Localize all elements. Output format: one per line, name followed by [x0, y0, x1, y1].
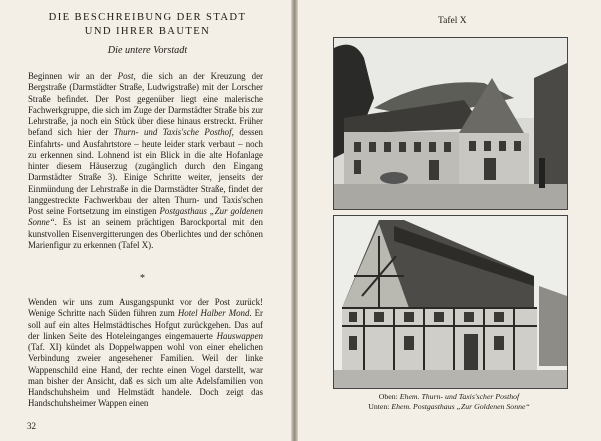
- book-gutter: [291, 0, 298, 441]
- caption-bottom: [318, 402, 580, 412]
- text-run: , die sich an der Kreuzung der Bergstraße (Darmstädter Straße, Ludwigstraße) mit der Lorscher Straße befindet. Der Post gegenüber liegt eine malerische Fachwerkgruppe, die sich im Zuge der Darmstädter Straße bis zur Lehrstraße, ja noch ein Stück über diese hinaus erstreckt. Früher befand sich hier der: [28, 71, 263, 138]
- body-paragraph-2: [28, 297, 263, 410]
- text-run: Beginnen wir an der: [28, 71, 118, 81]
- chapter-heading-line-1: DIE BESCHREIBUNG DER STADT: [48, 12, 247, 23]
- chapter-heading-line-2: UND IHRER BAUTEN: [84, 26, 211, 37]
- caption-bottom-label: Unten:: [368, 402, 390, 411]
- body-paragraph-1: [28, 71, 263, 251]
- caption-top: [318, 392, 580, 402]
- caption-top-text: Ehem. Thurn- und Taxis'scher Posthof: [399, 392, 520, 401]
- photo-goldene-sonne: [333, 215, 568, 389]
- photo-posthof-image: [334, 38, 567, 209]
- caption-top-label: Oben:: [378, 392, 398, 401]
- plate-label: Tafel X: [438, 16, 467, 26]
- caption-bottom-text: Ehem. Postgasthaus „Zur Goldenen Sonne“: [391, 402, 530, 411]
- emphasized-term: Hauswappen: [216, 330, 263, 341]
- photo-goldene-sonne-image: [334, 216, 567, 388]
- emphasized-term: Thurn- und Taxis'sche Posthof: [113, 127, 232, 138]
- emphasized-term: Hotel Halber Mond: [177, 308, 250, 319]
- left-page: [0, 0, 291, 441]
- emphasized-term: Postgasthaus „Zur goldenen Sonne“: [28, 206, 263, 228]
- section-subheading: Die untere Vorstadt: [107, 45, 188, 56]
- emphasized-term: Post: [117, 71, 134, 81]
- section-separator-asterisk: *: [140, 273, 145, 284]
- text-run: (Taf. XI) kündet als Doppelwappen wohl von einer ehelichen Verbindung zweier angesehener Familien. Weil der linke Wappenschild eine Hand, der rechte einen Vogel darstellt, war man bisher der Ansicht, daß es sich um alte Adelsfamilien von Handschuhsheim und Helmstädt handele. Doch zeigt das Handschuhsheimer Wappen einen: [28, 342, 263, 409]
- text-run: . Es ist an seinem prächtigen Barockportal mit den kunstvollen Eisenvergitterungen des Oberlichtes und der schönen Marienfigur zu erkennen (Tafel X).: [28, 217, 263, 250]
- text-run: . Er soll auf ein altes Helmstädtisches Hofgut zurückgehen. Das auf der linken Seite des Hoteleinganges eingemauerte: [28, 308, 263, 341]
- text-run: Wenden wir uns zum Ausgangspunkt vor der Post zurück! Wenige Schritte nach Süden führen zum: [28, 297, 263, 319]
- photo-posthof: [333, 37, 568, 210]
- text-run: , dessen Einfahrts- und Ausfahrtstore – heute leider stark verbaut – noch zu erkennen sind. Lohnend ist ein Blick in die alte Hofanlage hinter diesem Häuserzug (zugänglich durch den Eingang Darmstädter Straße 3). Einige Schritte weiter, jenseits der Einmündung der Lehrstraße in die Darmstädter Straße, findet der langgestreckte Fachwerkbau der alten Thurn- und Taxis'schen Post seine Fortsetzung im einstigen: [28, 127, 263, 216]
- page-number: 32: [27, 421, 36, 431]
